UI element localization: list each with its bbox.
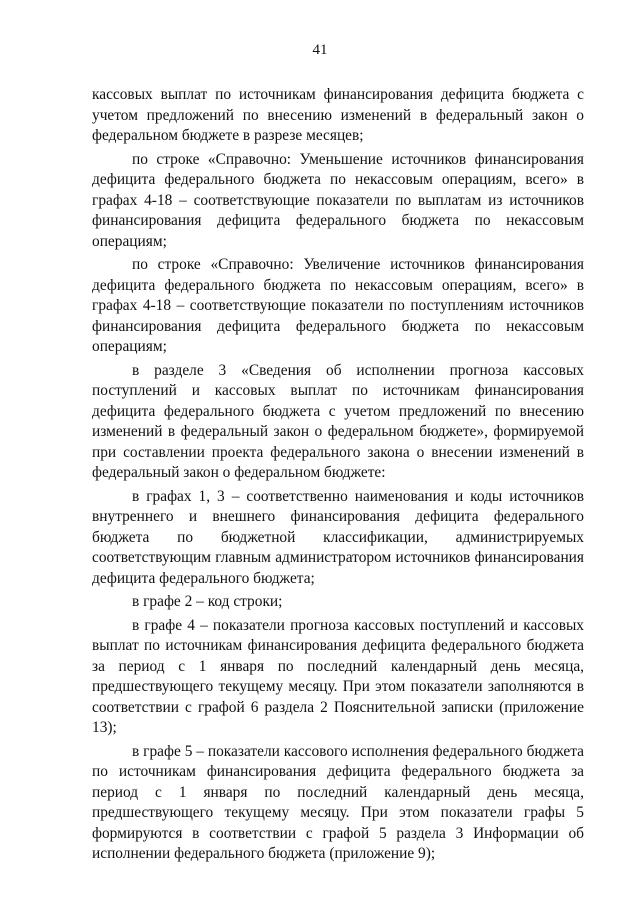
- paragraph-section-3: в разделе 3 «Сведения об исполнении прогноза кассовых поступлений и кассовых выплат по источникам финансирования дефицита федерального бюджета с учетом предложений по внесению изменений в федеральный закон о федеральном бюджете», формируемой при составлении проекта федерального закона о внесении изменений в федеральный закон о федеральном бюджете:: [92, 361, 584, 481]
- paragraph-column-4: в графе 4 – показатели прогноза кассовых поступлений и кассовых выплат по источникам финансирования дефицита федерального бюджета за период с 1 января по последний календарный день месяца, предшествующего текущему месяцу. При этом показатели заполняются в соответствии с графой 6 раздела 2 Пояснительной записки (приложение 13);: [92, 616, 584, 736]
- paragraph-decrease-row: по строке «Справочно: Уменьшение источников финансирования дефицита федерального бюджета по некассовым операциям, всего» в графах 4-18 – соответствующие показатели по выплатам из источников финансирования дефицита федерального бюджета по некассовым операциям;: [92, 150, 584, 250]
- paragraph-column-5: в графе 5 – показатели кассового исполнения федерального бюджета по источникам финансирования дефицита федерального бюджета за период с 1 января по последний календарный день месяца, предшествующего текущему месяцу. При этом показатели графы 5 формируются в соответствии с графой 5 раздела 3 Информации об исполнении федерального бюджета (приложение 9);: [92, 742, 584, 862]
- paragraph-increase-row: по строке «Справочно: Увеличение источников финансирования дефицита федерального бюджета по некассовым операциям, всего» в графах 4-18 – соответствующие показатели по поступлениям источников финансирования дефицита федерального бюджета по некассовым операциям;: [92, 256, 584, 355]
- paragraph-column-2: в графе 2 – код строки;: [132, 593, 283, 610]
- paragraph-continuation: кассовых выплат по источникам финансирования дефицита бюджета с учетом предложений по внесению изменений в федеральный закон о федеральном бюджете в разрезе месяцев;: [92, 86, 584, 144]
- page-number: 41: [312, 42, 328, 58]
- document-body: [92, 85, 584, 865]
- paragraph-columns-1-3: в графах 1, 3 – соответственно наименования и коды источников внутреннего и внешнего финансирования дефицита федерального бюджета по бюджетной классификации, администрируемых соответствующим главным администратором источников финансирования дефицита федерального бюджета;: [92, 487, 584, 587]
